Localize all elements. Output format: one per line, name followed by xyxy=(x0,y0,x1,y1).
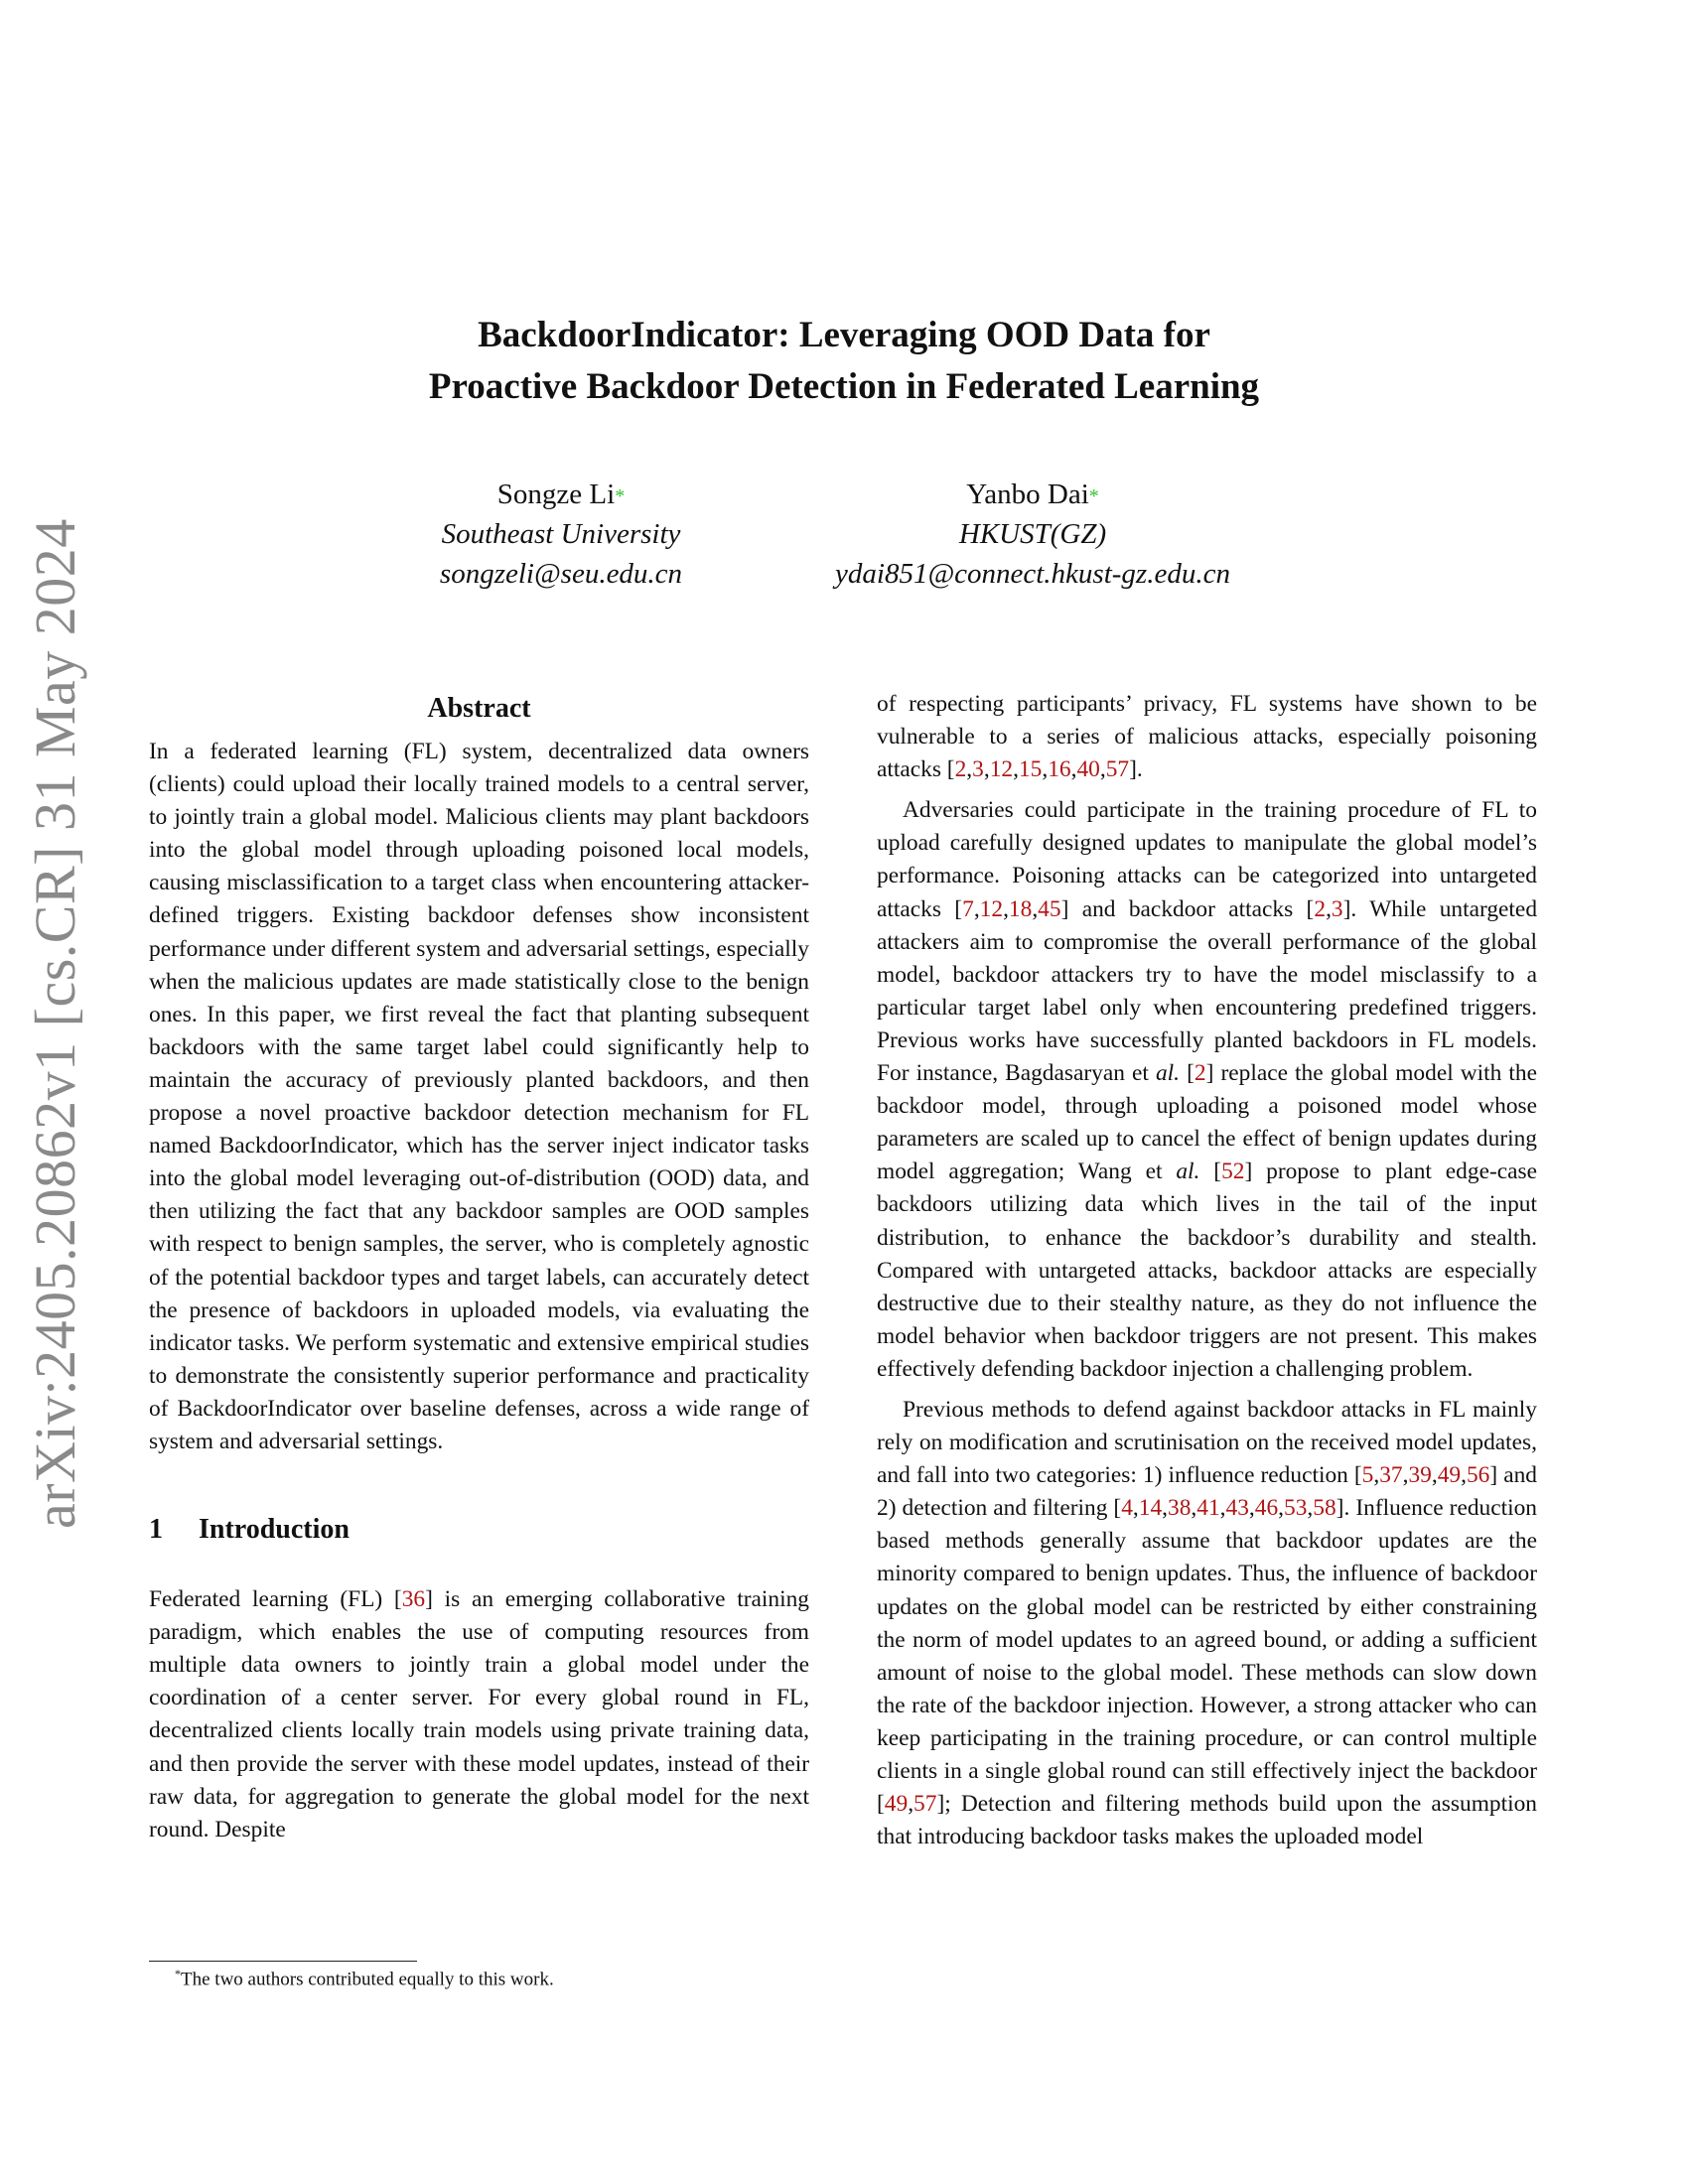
citation-link[interactable]: 53 xyxy=(1284,1495,1308,1522)
author-email: songzeli@seu.edu.cn xyxy=(439,558,683,590)
intro-paragraph-3: Previous methods to defend against backdoor attacks in FL mainly rely on modification and scrutinisation on the received model updates, and fall into two categories: 1) influence reduction [5,37,39,49,56] and 2) detection and filtering [4,14,38,41,43,46,53,58]. Influence reduction based methods generally assume that backdoor updates are the minority compared to benign updates. Thus, the influence of backdoor updates on the global model can be restricted by either constraining the norm of model updates to an agreed bound, or adding a sufficient amount of noise to the global model. These methods can slow down the rate of the backdoor injection. However, a strong attacker who can keep participating in the training procedure, or can control multiple clients in a single global round can still effectively inject the backdoor [49,57]; Detection and filtering methods build upon the assumption that introducing backdoor tasks makes the uploaded model xyxy=(877,1396,1537,1850)
arxiv-identifier-stamp: arXiv:2405.20862v1 [cs.CR] 31 May 2024 xyxy=(23,518,87,1529)
citation-link[interactable]: 4 xyxy=(1121,1495,1133,1522)
equal-contribution-mark[interactable]: * xyxy=(615,485,626,507)
citation-link[interactable]: 38 xyxy=(1168,1495,1192,1522)
citation-link[interactable]: 15 xyxy=(1018,756,1043,783)
author-name: Yanbo Dai xyxy=(966,478,1089,510)
citation-link[interactable]: 39 xyxy=(1408,1462,1432,1489)
citation-link[interactable]: 37 xyxy=(1379,1462,1403,1489)
section-number: 1 xyxy=(149,1514,163,1546)
intro-paragraph-1: Federated learning (FL) [36] is an emerging collaborative training paradigm, which enables the use of computing resources from multiple data owners to jointly train a global model under the coordination of a center server. For every global round in FL, decentralized clients locally train models using private training data, and then provide the server with these model updates, instead of their raw data, for aggregation to generate the global model for the next round. Despite xyxy=(149,1586,809,1843)
citation-link[interactable]: 3 xyxy=(1331,895,1343,922)
author-2 xyxy=(784,475,1281,594)
paper-title xyxy=(298,310,1390,413)
citation-link[interactable]: 57 xyxy=(914,1791,937,1818)
citation-link[interactable]: 56 xyxy=(1466,1462,1490,1489)
footnote-mark: * xyxy=(175,1967,181,1980)
citation-link[interactable]: 52 xyxy=(1221,1159,1245,1185)
author-1 xyxy=(387,475,735,594)
section-heading-introduction xyxy=(149,1512,809,1548)
equal-contribution-mark[interactable]: * xyxy=(1088,485,1099,507)
section-title: Introduction xyxy=(199,1514,350,1546)
author-email: ydai851@connect.hkust-gz.edu.cn xyxy=(835,558,1230,590)
citation-link[interactable]: 58 xyxy=(1313,1495,1336,1522)
citation-link[interactable]: 43 xyxy=(1225,1495,1249,1522)
citation-link[interactable]: 5 xyxy=(1361,1462,1374,1489)
citation-link[interactable]: 2 xyxy=(1194,1060,1206,1087)
citation-link[interactable]: 40 xyxy=(1076,756,1100,783)
footnote-divider xyxy=(149,1961,417,1962)
title-line-1: BackdoorIndicator: Leveraging OOD Data for xyxy=(478,315,1210,355)
citation-link[interactable]: 14 xyxy=(1138,1495,1163,1522)
author-affiliation: HKUST(GZ) xyxy=(958,518,1107,550)
right-column xyxy=(877,688,1537,1853)
citation-link[interactable]: 7 xyxy=(962,895,974,922)
citation-link[interactable]: 2 xyxy=(954,756,967,783)
footnote-text: The two authors contributed equally to this work. xyxy=(181,1969,554,1990)
citation-link[interactable]: 46 xyxy=(1254,1495,1279,1522)
footnote xyxy=(175,1967,554,1990)
author-name: Songze Li xyxy=(496,478,616,510)
citation-link[interactable]: 12 xyxy=(979,895,1004,922)
citation-link[interactable]: 3 xyxy=(972,756,984,783)
citation-link[interactable]: 49 xyxy=(884,1791,909,1818)
citation-link[interactable]: 57 xyxy=(1105,756,1130,783)
abstract-text: In a federated learning (FL) system, decentralized data owners (clients) could upload their locally trained models to a central server, to jointly train a global model. Malicious clients may plant backdoors into the global model through uploading poisoned local models, causing misclassification to a target class when encountering attacker-defined triggers. Existing backdoor defenses show inconsistent performance under different system and adversarial settings, especially when the malicious updates are made statistically close to the benign ones. In this paper, we first reveal the fact that planting subsequent backdoors with the same target label could significantly help to maintain the accuracy of previously planted backdoors, and then propose a novel proactive backdoor detection mechanism for FL named BackdoorIndicator, which has the server inject indicator tasks into the global model leveraging out-of-distribution (OOD) data, and then utilizing the fact that any backdoor samples are OOD samples with respect to benign samples, the server, who is completely agnostic of the potential backdoor types and target labels, can accurately detect the presence of backdoors in uploaded models, via evaluating the indicator tasks. We perform systematic and extensive empirical studies to demonstrate the consistently superior performance and practicality of BackdoorIndicator over baseline defenses, across a wide range of system and adversarial settings. xyxy=(149,739,809,1454)
citation-link[interactable]: 18 xyxy=(1008,895,1033,922)
title-line-2: Proactive Backdoor Detection in Federated Learning xyxy=(428,366,1260,407)
citation-link[interactable]: 16 xyxy=(1048,756,1071,783)
citation-link[interactable]: 12 xyxy=(989,756,1014,783)
citation-link[interactable]: 36 xyxy=(401,1586,426,1613)
citation-link[interactable]: 45 xyxy=(1038,895,1061,922)
author-affiliation: Southeast University xyxy=(441,518,681,550)
abstract-heading: Abstract xyxy=(427,693,531,724)
intro-paragraph-2: Adversaries could participate in the training procedure of FL to upload carefully designed updates to manipulate the global model’s performance. Poisoning attacks can be categorized into untargeted attacks [7,12,18,45] and backdoor attacks [2,3]. While untargeted attackers aim to compromise the overall performance of the global model, backdoor attackers try to have the model misclassify to a particular target label only when encountering predefined triggers. Previous works have successfully planted backdoors in FL models. For instance, Bagdasaryan et al. [2] replace the global model with the backdoor model, through uploading a poisoned model whose parameters are scaled up to cancel the effect of benign updates during model aggregation; Wang et al. [52] propose to plant edge-case backdoors utilizing data which lives in the tail of the input distribution, to enhance the backdoor’s durability and stealth. Compared with untargeted attacks, backdoor attacks are especially destructive due to their stealthy nature, as they do not influence the model behavior when backdoor triggers are not present. This makes effectively defending backdoor injection a challenging problem. xyxy=(877,797,1538,1382)
left-column xyxy=(149,690,809,1846)
intro-paragraph-1-continued: of respecting participants’ privacy, FL systems have shown to be vulnerable to a series of malicious attacks, especially poisoning attacks [2,3,12,15,16,40,57]. xyxy=(877,691,1537,783)
citation-link[interactable]: 2 xyxy=(1314,895,1327,922)
citation-link[interactable]: 41 xyxy=(1196,1495,1220,1522)
citation-link[interactable]: 49 xyxy=(1437,1462,1462,1489)
